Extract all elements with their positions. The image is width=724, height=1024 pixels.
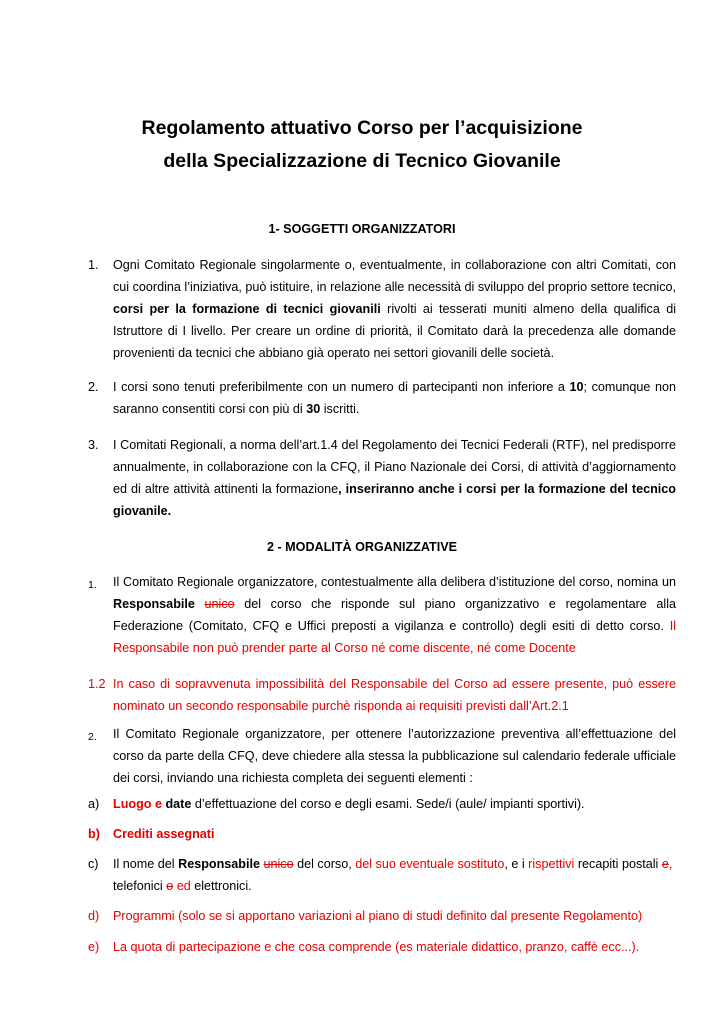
item-text-part: , e i [504, 857, 529, 871]
item-bold-text: corsi per la formazione di tecnici giovanili [113, 302, 381, 316]
item-struck-text: e [661, 857, 669, 871]
section-2-item-2 [88, 723, 676, 789]
item-number: 1. [88, 258, 99, 272]
list-letter: d) [88, 909, 100, 923]
item-text-part: Il nome del [113, 857, 179, 871]
item-bold-text: Crediti assegnati [113, 827, 215, 841]
section-1-item-3 [88, 434, 676, 522]
section-1-item-1 [88, 254, 676, 364]
item-line [113, 875, 676, 897]
item-text-part: recapiti postali [574, 857, 662, 871]
list-letter: b) [88, 827, 100, 841]
item-text [113, 376, 676, 420]
item-bold-text: 30 [306, 402, 321, 416]
item-bold-text: date [165, 797, 192, 811]
item-red-text: del suo eventuale sostituto [355, 857, 505, 871]
list-item-a [88, 793, 676, 815]
item-line [113, 853, 676, 875]
item-bold-text: 10 [569, 380, 584, 394]
list-letter: a) [88, 797, 100, 811]
list-letter: c) [88, 857, 99, 871]
item-text-part: I corsi sono tenuti preferibilmente con un numero di partecipanti non inferiore a [113, 380, 570, 394]
item-bold-text: Responsabile [178, 857, 260, 871]
item-text [113, 254, 676, 364]
item-text-part: Ogni Comitato Regionale singolarmente o, eventualmente, in collaborazione con altri Comitati, con cui coordina l’iniziativa, può istituire, in relazione alle necessità di sviluppo del proprio settore tecnico, [113, 258, 676, 294]
list-item-e [88, 936, 676, 958]
list-item-c [88, 853, 676, 897]
section-1-heading: 1- SOGGETTI ORGANIZZATORI [268, 222, 456, 236]
item-number: 2. [88, 731, 97, 743]
item-text: La quota di partecipazione e che cosa comprende (es materiale didattico, pranzo, caffè ecc...). [113, 940, 640, 954]
item-text-part: del corso, [293, 857, 356, 871]
item-red-text: ed [173, 879, 191, 893]
item-text-part: iscritti. [320, 402, 360, 416]
section-2-item-1-2 [88, 673, 676, 717]
item-struck-text: unico [204, 597, 235, 611]
item-red-text: rispettivi [528, 857, 575, 871]
item-number: 1.2 [88, 677, 106, 691]
item-red-text: , [668, 857, 673, 871]
item-text-part: I Comitati Regionali, a norma dell’art.1.4 del Regolamento dei Tecnici Federali (RTF), nel predisporre annualmente, in collaborazione con la CFQ, il Piano Nazionale dei Corsi, di attività d’aggiornamento ed di altre attività attinenti la formazione [113, 438, 676, 496]
item-text [113, 823, 676, 845]
item-text-part: elettronici. [190, 879, 252, 893]
item-text-part: del corso che risponde sul piano organizzativo e regolamentare alla Federazione (Comitato, CFQ e Uffici preposti a vigilanza e controllo) degli esiti di detto corso. [113, 597, 676, 633]
list-letter: e) [88, 940, 100, 954]
item-struck-text: o [166, 879, 174, 893]
document-title-line-1: Regolamento attuativo Corso per l’acquisizione [141, 117, 583, 139]
section-2-item-1 [88, 571, 676, 659]
list-item-d [88, 905, 676, 927]
item-text-part: telefonici [113, 879, 167, 893]
document-title-line-2: della Specializzazione di Tecnico Giovanile [163, 150, 561, 172]
item-red-bold-text: Luogo e [113, 797, 166, 811]
item-number: 2. [88, 380, 99, 394]
item-text-part: d’effettuazione del corso e degli esami. Sede/i (aule/ impianti sportivi). [191, 797, 585, 811]
item-number: 3. [88, 438, 99, 452]
item-bold-text: Responsabile [113, 597, 195, 611]
item-struck-text: unico [263, 857, 294, 871]
item-text [113, 853, 676, 897]
list-item-b [88, 823, 676, 845]
item-text-part: ; comunque non saranno consentiti corsi con più di [113, 380, 676, 416]
item-bold-text: , inseriranno anche i corsi per la formazione del tecnico giovanile. [113, 482, 676, 518]
section-1-item-2 [88, 376, 676, 420]
item-text [113, 571, 676, 659]
section-2-heading: 2 - MODALITÀ ORGANIZZATIVE [266, 540, 458, 554]
item-text: In caso di sopravvenuta impossibilità del Responsabile del Corso ad essere presente, può essere nominato un secondo responsabile purchè risponda ai requisiti previsti dall’Art.2.1 [113, 677, 676, 713]
item-text-part: Il Comitato Regionale organizzatore, contestualmente alla delibera d’istituzione del corso, nomina un [113, 575, 676, 589]
item-text [113, 434, 676, 522]
item-text [113, 793, 676, 815]
item-text-part: rivolti ai tesserati muniti almeno della qualifica di Istruttore di I livello. Per creare un ordine di priorità, il Comitato darà la precedenza alle domande provenienti da tecnici che abbiano già operato nei settori giovanili delle società. [113, 302, 677, 360]
item-text: Il Comitato Regionale organizzatore, per ottenere l’autorizzazione preventiva all’effettuazione del corso da parte della CFQ, deve chiedere alla stessa la pubblicazione sul calendario federale ufficiale dei corsi, inviando una richiesta completa dei seguenti elementi : [113, 727, 676, 785]
item-number: 1. [88, 579, 97, 591]
item-text: Programmi (solo se si apportano variazioni al piano di studi definito dal presente Regolamento) [113, 909, 643, 923]
item-red-text: Il Responsabile non può prender parte al Corso né come discente, né come Docente [113, 619, 676, 655]
